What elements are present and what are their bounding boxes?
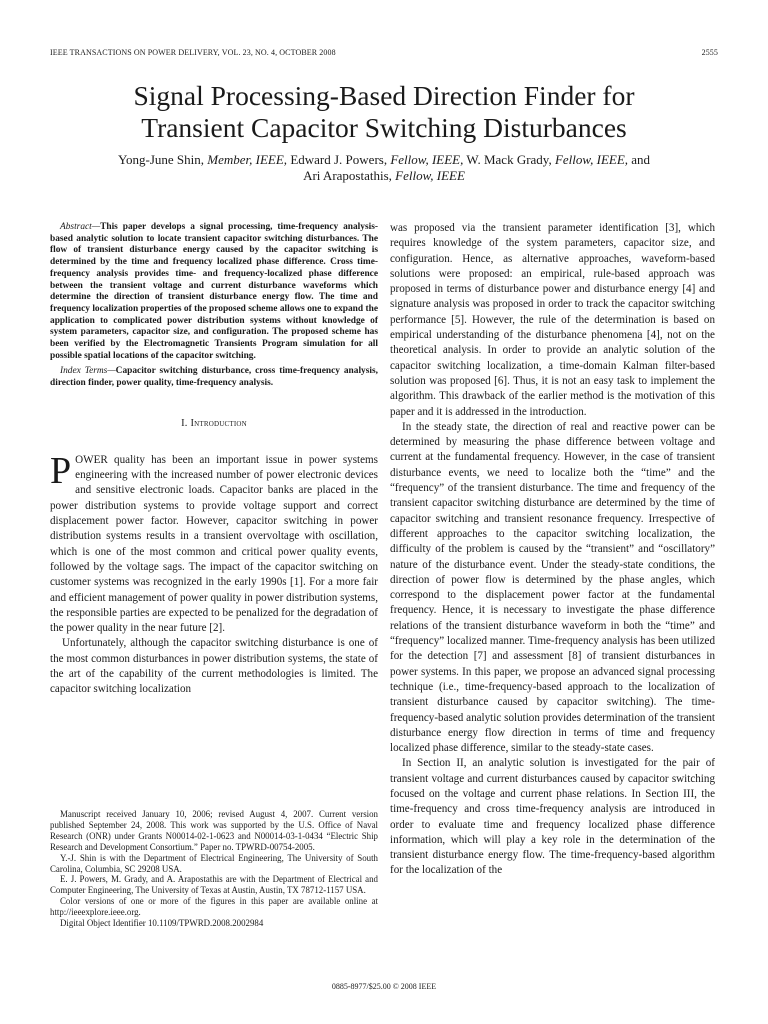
abstract-text: This paper develops a signal processing, time-frequency analysis-based analytic solution to locate transient capacitor switching disturbances. The flow of transient disturbance energy caused by the capacitor switching is determined by the time and frequency localized phase difference. Cross time-frequency analysis provides time- and frequency-localized phase difference between the transient voltage and current disturbance waveforms which determine the direction of transient disturbance energy flow. The time and frequency localization properties of the proposed scheme allows one to expand the application to complicated power distribution systems without knowledge of system parameters, capacitor size, and configuration. The proposed scheme has been verified by the Electromagnetic Transients Program simulation for all possible spatial locations of the capacitor switching. [50, 222, 378, 361]
intro-paragraph-1 [50, 449, 378, 637]
index-terms-lead: Index Terms— [60, 366, 116, 377]
title-line-2: Transient Capacitor Switching Disturbances [141, 112, 627, 143]
running-head [50, 48, 718, 57]
left-column [50, 222, 378, 698]
author-name: W. Mack Grady, [466, 152, 552, 167]
journal-name: IEEE TRANSACTIONS ON POWER DELIVERY, VOL. 23, NO. 4, OCTOBER 2008 [50, 48, 336, 57]
abstract-lead: Abstract— [60, 222, 101, 232]
page-number: 2555 [701, 48, 718, 57]
footnote-manuscript: Manuscript received January 10, 2006; revised August 4, 2007. Current version published September 24, 2008. This work was supported by the U.S. Office of Naval Research (ONR) under Grants N00014-02-1-0623 and N00014-03-1-0434 “Electric Ship Research and Development Consortium.” Paper no. TPWRD-00754-2005. [50, 809, 378, 852]
author-name: Ari Arapostathis, [303, 168, 392, 183]
right-paragraph-2: In the steady state, the direction of real and reactive power can be determined by measuring the phase difference between voltage and current at the fundamental frequency. However, in the case of transient disturbance events, we need to localize both the “time” and the “frequency” of the transient disturbance. The time and frequency of the transient capacitor switching disturbance are determined by the time of capacitor switching and transient resonance frequency. Irrespective of different approaches to the capacitor switching localization, the difficulty of the problem is caused by the “transient” and “oscillatory” nature of the disturbance event. Under the steady-state conditions, the direction of power flow is determined by the phase angles, which correspond to the displacement power factor at the fundamental frequency. Hence, it is necessary to investigate the phase difference relations of the transient disturbance waveform in both the “time” and “frequency” localized manner. Time-frequency analysis has been utilized for the detection [7] and assessment [8] of transient disturbances in power systems. In this paper, we propose an advanced signal processing technique (i.e., time-frequency-based approach to the localization of transient disturbance caused by capacitor switching). The time-frequency-based analytic solution provides determination of the transient disturbance energy flow direction in terms of time and frequency localized phase difference, similar to the steady-state cases. [390, 420, 715, 755]
intro-paragraph-2: Unfortunately, although the capacitor switching disturbance is one of the most common disturbances in power distribution systems, the state of the art of the capability of the current methodologies is limited. The capacitor switching localization [50, 637, 378, 696]
drop-cap: P [50, 449, 72, 492]
author-list [40, 152, 728, 184]
title-line-1: Signal Processing-Based Direction Finder for [133, 80, 635, 111]
section-heading [50, 418, 378, 429]
author-conjunction: and [631, 152, 651, 167]
footnote-affiliation-2: E. J. Powers, M. Grady, and A. Arapostathis are with the Department of Electrical and Computer Engineering, The University of Texas at Austin, Austin, TX 78712-1157 USA. [50, 874, 378, 896]
author-name: Yong-June Shin, [117, 152, 205, 167]
author-line-2 [40, 168, 728, 184]
author-name: Edward J. Powers, [290, 152, 388, 167]
footnotes [50, 809, 378, 929]
author-role: Fellow, IEEE, [390, 152, 464, 167]
author-role: Fellow, IEEE, [554, 152, 629, 167]
footnote-affiliation-1: Y.-J. Shin is with the Department of Electrical Engineering, The University of South Carolina, Columbia, SC 29208 USA. [50, 852, 378, 874]
section-numeral: I. [181, 417, 188, 429]
section-title: Introduction [190, 417, 247, 429]
author-role: Fellow, IEEE [395, 168, 465, 183]
right-paragraph-1: was proposed via the transient parameter identification [3], which requires knowledge of the system parameters, capacitor size, and configuration. Hence, as alternative approaches, waveform-based solutions were proposed: an empirical, rule-based approach was proposed in terms of disturbance power and disturbance energy [4] and signature analysis was proposed in order to track the capacitor switching performance [5]. However, the rule of the determination is based on empirical understanding of the disturbance phenomena [4], not on the theoretical analysis. In order to provide an analytic solution of the capacitor switching localization, a time-domain Kalman filter-based solution was proposed [6]. Thus, it is not an easy task to implement the algorithm. This drawback of the earlier method is the motivation of this paper and it is addressed in the introduction. [390, 222, 715, 418]
index-terms [50, 366, 378, 389]
intro-paragraph-1-text: OWER quality has been an important issue in power systems engineering with the increased number of power electronic devices and sensitive electronic loads. Capacitor banks are placed in the power distribution systems to provide voltage support and correct displacement power factor. However, capacitor switching in power distribution systems results in a transient overvoltage with oscillation, which is one of the most common and critical power quality events, followed by the voltage sags. The impact of the capacitor switching on customer systems was recognized in the early 1990s [1]. For a more fair and efficient management of power quality in power distribution systems, the responsible parties are expected to be penalized for the degradation of the power quality in the near future [2]. [50, 453, 378, 635]
right-column [390, 221, 715, 879]
author-role: Member, IEEE, [207, 152, 288, 167]
abstract [50, 222, 378, 362]
copyright-footer: 0885-8977/$25.00 © 2008 IEEE [331, 982, 437, 991]
paper-title [40, 80, 728, 144]
footnote-doi: Digital Object Identifier 10.1109/TPWRD.2008.2002984 [60, 918, 264, 929]
index-terms-text: Capacitor switching disturbance, cross time-frequency analysis, direction finder, power quality, time-frequency analysis. [50, 366, 378, 389]
footnote-color-versions: Color versions of one or more of the figures in this paper are available online at http://ieeexplore.ieee.org. [50, 896, 378, 918]
right-paragraph-3: In Section II, an analytic solution is investigated for the pair of transient voltage and current disturbances caused by capacitor switching focused on the voltage and current phase relations. In Section III, the time-frequency and cross time-frequency analysis are introduced in order to evaluate time and frequency localized phase difference information, which will play a key role in the determination of the transient disturbance energy flow. The time-frequency-based algorithm for the localization of the [390, 757, 715, 877]
author-line-1 [40, 152, 728, 168]
